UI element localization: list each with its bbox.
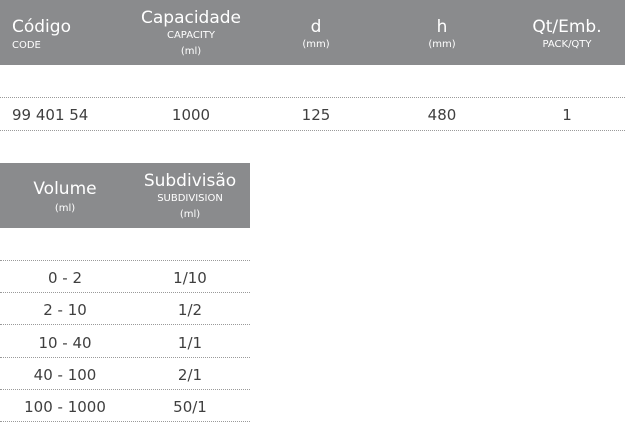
header-subdivision-sublabel: SUBDIVISION: [157, 193, 223, 204]
header-capacity-sublabel: CAPACITY: [166, 30, 216, 41]
header-diameter-unit: (mm): [302, 39, 330, 50]
row-divider: [0, 130, 625, 131]
header-subdivision: [125, 163, 255, 228]
header-subdivision-unit: (ml): [179, 209, 201, 220]
cell-subdivision: 2/1: [177, 366, 203, 384]
subdivision-table-header: [0, 163, 250, 228]
header-volume-label: Volume: [33, 179, 97, 199]
cell-volume: 40 - 100: [33, 366, 97, 384]
row-divider: [0, 292, 250, 293]
header-code-sublabel: CODE: [12, 40, 41, 51]
cell-volume: 2 - 10: [43, 301, 87, 319]
cell-diameter: 125: [301, 106, 331, 124]
product-table-header: [0, 0, 625, 65]
cell-code: 99 401 54: [12, 106, 89, 124]
cell-pack: 1: [562, 106, 572, 124]
header-diameter: [266, 0, 366, 65]
header-pack-label: Qt/Emb.: [532, 17, 602, 37]
row-divider: [0, 260, 250, 261]
row-divider: [0, 97, 625, 98]
header-capacity-label: Capacidade: [140, 8, 242, 28]
header-pack: [517, 0, 617, 65]
row-divider: [0, 357, 250, 358]
header-code-label: Código: [12, 17, 71, 37]
header-height-unit: (mm): [428, 39, 456, 50]
row-divider: [0, 324, 250, 325]
header-capacity-unit: (ml): [180, 46, 202, 57]
header-volume-unit: (ml): [54, 203, 76, 214]
cell-subdivision: 50/1: [173, 398, 207, 416]
header-pack-sublabel: PACK/QTY: [542, 39, 592, 50]
cell-height: 480: [427, 106, 457, 124]
row-divider: [0, 389, 250, 390]
header-capacity: [121, 0, 261, 65]
cell-subdivision: 1/10: [173, 269, 207, 287]
cell-volume: 10 - 40: [38, 334, 92, 352]
row-divider: [0, 421, 250, 422]
cell-volume: 100 - 1000: [24, 398, 106, 416]
header-height-label: h: [436, 17, 448, 37]
cell-capacity: 1000: [171, 106, 211, 124]
header-diameter-label: d: [310, 17, 322, 37]
header-subdivision-label: Subdivisão: [143, 171, 237, 191]
header-height: [392, 0, 492, 65]
header-code: [12, 0, 122, 65]
cell-volume: 0 - 2: [47, 269, 83, 287]
cell-subdivision: 1/1: [177, 334, 203, 352]
cell-subdivision: 1/2: [177, 301, 203, 319]
header-volume: [0, 163, 130, 228]
